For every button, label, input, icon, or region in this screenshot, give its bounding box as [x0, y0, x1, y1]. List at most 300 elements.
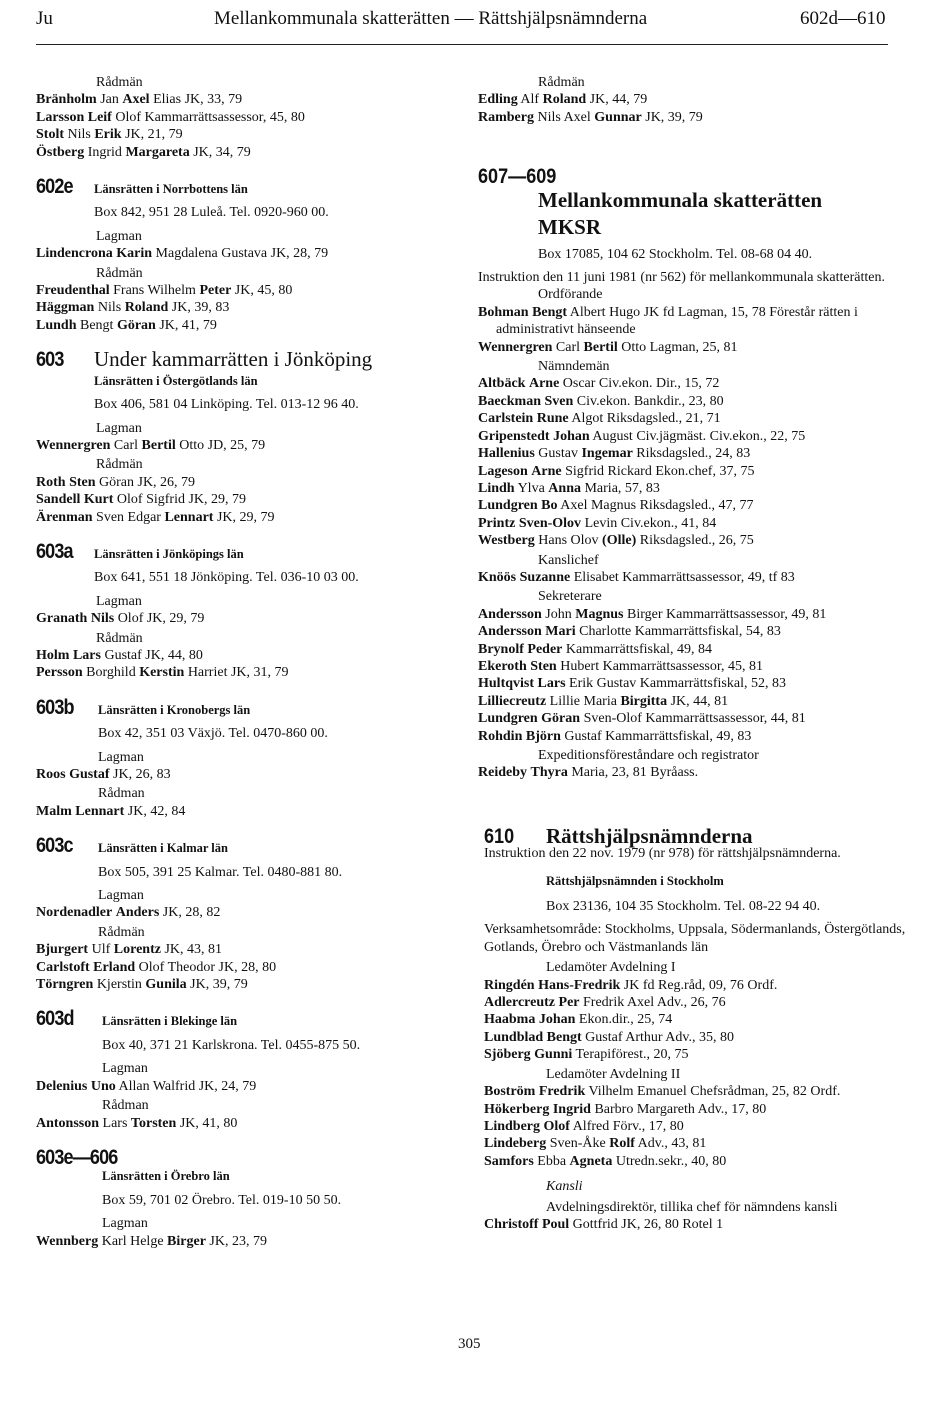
entry-text: Maria, 23, 81 Byråass. [567, 765, 699, 781]
entry-name-bold: Holm [36, 647, 70, 663]
entry-name-bold: Hultqvist [478, 676, 535, 692]
entry-name-bold: Erik [94, 127, 122, 143]
court-name: Länsrätten i Örebro län [102, 1169, 230, 1184]
role-label: Rådman [98, 786, 145, 802]
entry-name-bold: Delenius [36, 1078, 88, 1094]
entry-name-bold: (Olle) [602, 533, 637, 549]
address: Box 42, 351 03 Växjö. Tel. 0470-860 00. [98, 726, 328, 742]
entry-name-bold: Arne [528, 376, 560, 392]
entry-name-bold: Hans-Fredrik [538, 977, 621, 993]
person-entry [484, 1101, 914, 1118]
person-entry [36, 664, 448, 681]
entry-name-bold: Lundgren [478, 498, 538, 514]
entry-name-bold: Rune [536, 411, 569, 427]
section-603d [36, 1007, 448, 1131]
section-603c [36, 834, 448, 993]
person-entry [36, 959, 448, 976]
entry-text: Ingrid [84, 144, 126, 160]
entry-name-bold: Lennart [75, 803, 125, 819]
entry-text: Adv., 43, 81 [634, 1136, 707, 1152]
entry-text: Oscar Civ.ekon. Dir., 15, 72 [559, 376, 720, 392]
entry-name-bold: Brynolf [478, 641, 524, 657]
entry-text: Lillie Maria [546, 693, 621, 709]
person-entry [484, 1011, 914, 1028]
person-entry [478, 641, 914, 658]
entry-text: Levin Civ.ekon., 41, 84 [581, 515, 717, 531]
person-entry [478, 728, 914, 745]
person-entry [484, 1083, 914, 1100]
role-label: Ledamöter Avdelning II [546, 1066, 681, 1082]
role-label: Lagman [102, 1216, 148, 1232]
section-title: Rättshjälpsnämnderna [546, 823, 753, 848]
entry-text: Axel Magnus Riksdagsled., 47, 77 [557, 498, 754, 514]
header-title: Mellankommunala skatterätten — Rättshjälpsnämnderna [214, 8, 648, 29]
section-603b [36, 695, 448, 820]
court-name: Länsrätten i Kalmar län [98, 841, 228, 856]
person-entry [36, 941, 448, 958]
address: Box 842, 951 28 Luleå. Tel. 0920-960 00. [94, 205, 329, 221]
role-label: Lagman [102, 1061, 148, 1077]
jurisdiction: Verksamhetsområde: Stockholms, Uppsala, Södermanlands, Östergötlands, Gotlands, Örebro och Västmanlands län [484, 922, 906, 955]
entry-text: Alfred Förv., 17, 80 [569, 1118, 684, 1134]
entry-name-bold: Ärenman [36, 509, 93, 525]
entry-name-bold: Bengt [546, 1029, 582, 1045]
entry-name-bold: Anna [548, 480, 581, 496]
entry-text: Algot Riksdagsled., 21, 71 [568, 411, 721, 427]
person-entry [484, 1046, 914, 1063]
person-entry [36, 610, 448, 627]
entry-name-bold: Haabma [484, 1012, 536, 1028]
entry-name-bold: Bo [541, 498, 558, 514]
role-label: Rådman [102, 1098, 149, 1114]
person-entry [478, 675, 914, 692]
entry-text: JK, 39, 79 [186, 977, 248, 993]
section-number: 610 [484, 824, 515, 848]
entry-name-bold: Lilliecreutz [478, 693, 547, 709]
entry-name-bold: Edling [478, 92, 518, 108]
person-entry [484, 1216, 914, 1233]
entry-name-bold: Karin [116, 246, 153, 262]
entry-text: Nils [64, 127, 95, 143]
entry-text: Harriet JK, 31, 79 [184, 665, 289, 681]
entry-text: Sigfrid Rickard Ekon.chef, 37, 75 [561, 463, 755, 479]
person-entry [478, 532, 914, 549]
section-603 [36, 347, 448, 526]
person-entry [36, 437, 448, 454]
entry-name-bold: Lars [537, 676, 566, 692]
entry-name-bold: Bengt [532, 304, 568, 320]
section-603a [36, 539, 448, 682]
entry-text: Gustaf Arthur Adv., 35, 80 [581, 1029, 734, 1045]
role-label: Kanslichef [538, 552, 599, 568]
entry-name-bold: Kerstin [139, 665, 185, 681]
entry-name-bold: Wennergren [478, 339, 553, 355]
entry-text: JK, 42, 84 [124, 803, 186, 819]
entry-list [36, 282, 448, 334]
entry-list [478, 91, 914, 126]
role-label: Lagman [98, 749, 144, 765]
entry-text: JK, 43, 81 [160, 942, 223, 958]
header-rule [36, 44, 888, 45]
entry-text: Borghild [82, 665, 140, 681]
entry-name-bold: Olof [543, 1118, 570, 1134]
role-label: Ledamöter Avdelning I [546, 960, 676, 976]
role-label: Avdelningsdirektör, tillika chef för nämndens kansli [546, 1199, 838, 1215]
person-entry [36, 109, 448, 126]
person-entry [478, 109, 914, 126]
person-entry [478, 606, 914, 623]
entry-text: Ylva [514, 480, 549, 496]
court-name: Länsrätten i Jönköpings län [94, 546, 244, 561]
court-name: Länsrätten i Kronobergs län [98, 702, 251, 717]
entry-text: Elisabet Kammarrättsassessor, 49, tf 83 [570, 569, 795, 585]
entry-name-bold: Torsten [130, 1115, 177, 1131]
role-label: Rådmän [96, 75, 143, 90]
person-entry [478, 393, 914, 410]
section-number: 603c [36, 834, 73, 858]
entry-name-bold: Lindeberg [484, 1136, 547, 1152]
entry-text: Nils Axel [534, 109, 595, 125]
entry-text: JK, 34, 79 [189, 144, 251, 160]
entry-name-bold: Peder [527, 641, 563, 657]
right-column [478, 74, 914, 1233]
entry-name-bold: Mari [545, 624, 576, 640]
person-entry [478, 339, 914, 356]
entry-list [36, 1078, 448, 1095]
person-entry [36, 317, 448, 334]
entry-list [484, 977, 914, 1064]
entry-name-bold: Sten [69, 474, 96, 490]
entry-name-bold: Roth [36, 474, 66, 490]
entry-name-bold: Andersson [478, 606, 542, 622]
entry-name-bold: Larsson [36, 109, 85, 125]
entry-text: Olof Sigfrid JK, 29, 79 [113, 492, 247, 508]
instruction: Instruktion den 22 nov. 1979 (nr 978) för rättshjälpsnämnderna. [484, 846, 841, 862]
entry-name-bold: Adlercreutz [484, 995, 556, 1011]
person-entry [36, 1115, 448, 1132]
court-name: Länsrätten i Östergötlands län [94, 373, 258, 388]
entry-list [36, 766, 448, 783]
person-entry [36, 647, 448, 664]
entry-name-bold: Margareta [125, 144, 190, 160]
entry-name-bold: Baeckman [478, 393, 541, 409]
person-entry [36, 1233, 448, 1250]
entry-name-bold: Östberg [36, 144, 85, 160]
entry-text: Sven Edgar [92, 509, 165, 525]
entry-text: Otto Lagman, 25, 81 [617, 339, 738, 355]
entry-name-bold: Stolt [36, 127, 64, 143]
entry-name-bold: Gripenstedt [478, 428, 550, 444]
entry-text: JK, 39, 83 [168, 300, 230, 316]
person-entry [36, 904, 448, 921]
entry-name-bold: Hökerberg [484, 1101, 550, 1117]
entry-name-bold: Kurt [83, 492, 114, 508]
sub-heading: Rättshjälpsnämnden i Stockholm [546, 873, 724, 888]
entry-text: Gustaf Kammarrättsfiskal, 49, 83 [560, 728, 752, 744]
entry-name-bold: Lindencrona [36, 246, 113, 262]
entry-text: Karl Helge [98, 1233, 168, 1249]
entry-name-bold: Nils [90, 611, 115, 627]
person-entry [484, 1153, 914, 1170]
entry-text: Hans Olov [534, 533, 603, 549]
entry-name-bold: Lundh [36, 317, 77, 333]
entry-name-bold: Ekeroth [478, 658, 527, 674]
entry-list [478, 764, 914, 781]
entry-name-bold: Knöös [478, 569, 517, 585]
entry-name-bold: Magnus [575, 606, 624, 622]
entry-name-bold: Roland [542, 92, 587, 108]
person-entry [36, 144, 448, 161]
entry-name-bold: Hallenius [478, 446, 535, 462]
entry-name-bold: Leif [87, 109, 112, 125]
entry-text: Charlotte Kammarrättsfiskal, 54, 83 [575, 624, 781, 640]
entry-name-bold: Anders [115, 905, 160, 921]
address: Box 17085, 104 62 Stockholm. Tel. 08-68 04 40. [538, 246, 813, 262]
role-label: Rådmän [96, 630, 143, 646]
person-entry [36, 491, 448, 508]
entry-name-bold: Thyra [530, 765, 568, 781]
entry-text: JK, 41, 80 [176, 1115, 238, 1131]
entry-name-bold: Wennergren [36, 437, 111, 453]
entry-list [484, 1216, 914, 1233]
role-label: Sekreterare [538, 589, 602, 605]
role-label: Lagman [96, 228, 142, 244]
entry-name-bold: Lennart [164, 509, 214, 525]
section-number: 607—609 [478, 165, 557, 189]
person-entry [36, 803, 448, 820]
header-right: 602d—610 [800, 8, 886, 29]
entry-text: Ulf [88, 942, 114, 958]
entry-list [36, 91, 448, 161]
entry-text: Birger Kammarrättsassessor, 49, 81 [623, 606, 827, 622]
person-entry [478, 569, 914, 586]
entry-name-bold: Gunila [145, 977, 187, 993]
entry-text: Civ.ekon. Bankdir., 23, 80 [573, 393, 724, 409]
entry-name-bold: Granath [36, 611, 88, 627]
entry-text: Olof JK, 29, 79 [114, 611, 205, 627]
address: Box 406, 581 04 Linköping. Tel. 013-12 96 40. [94, 397, 359, 413]
entry-list [36, 941, 448, 993]
entry-text: JK, 23, 79 [205, 1233, 267, 1249]
person-entry [484, 994, 914, 1011]
entry-text: JK fd Reg.råd, 09, 76 Ordf. [620, 977, 778, 993]
entry-name-bold: Carlstoft [36, 959, 90, 975]
address: Box 40, 371 21 Karlskrona. Tel. 0455-875 50. [102, 1037, 361, 1053]
role-label: Lagman [96, 420, 142, 436]
entry-text: JK, 41, 79 [155, 317, 217, 333]
entry-name-bold: Uno [90, 1078, 116, 1094]
entry-name-bold: Boström [484, 1084, 536, 1100]
entry-list [36, 1233, 448, 1250]
section-number: 602e [36, 175, 73, 199]
entry-name-bold: Lorentz [113, 942, 161, 958]
entry-name-bold: Björn [525, 728, 561, 744]
entry-name-bold: Johan [538, 1012, 576, 1028]
section-number: 603e—606 [36, 1145, 118, 1169]
section-607-609 [478, 165, 914, 782]
entry-name-bold: Per [558, 995, 580, 1011]
entry-text: Ekon.dir., 25, 74 [575, 1012, 673, 1028]
entry-name-bold: Samfors [484, 1153, 534, 1169]
entry-text: Lars [99, 1115, 131, 1131]
entry-name-bold: Andersson [478, 624, 542, 640]
entry-text: JK, 44, 79 [586, 92, 648, 108]
entry-text: Barbro Margareth Adv., 17, 80 [590, 1101, 767, 1117]
entry-text: Elias JK, 33, 79 [149, 92, 243, 108]
entry-name-bold: Ingrid [552, 1101, 591, 1117]
entry-text: Kammarrättsfiskal, 49, 84 [562, 641, 713, 657]
entry-name-bold: Westberg [478, 533, 535, 549]
entry-text: Utredn.sekr., 40, 80 [612, 1153, 727, 1169]
role-label: Lagman [98, 888, 144, 904]
person-entry [478, 375, 914, 392]
role-label: Expeditionsföreståndare och registrator [538, 748, 759, 763]
address: Box 59, 701 02 Örebro. Tel. 019-10 50 50. [102, 1192, 342, 1208]
entry-text: JK, 29, 79 [213, 509, 275, 525]
entry-text: JK, 45, 80 [231, 283, 293, 299]
entry-name-bold: Bränholm [36, 92, 97, 108]
entry-name-bold: Lars [72, 647, 101, 663]
section-603e-606 [36, 1145, 448, 1250]
entry-text: Gustav [534, 446, 582, 462]
court-name: Länsrätten i Blekinge län [102, 1014, 238, 1029]
role-label: Rådmän [538, 75, 585, 90]
entry-name-bold: Sven [544, 393, 574, 409]
entry-text: Olof Theodor JK, 28, 80 [135, 959, 277, 975]
entry-text: Riksdagsled., 26, 75 [636, 533, 754, 549]
entry-list [36, 610, 448, 627]
entry-text: Erik Gustav Kammarrättsfiskal, 52, 83 [565, 676, 786, 692]
entry-list [36, 647, 448, 682]
section-title: Mellankommunala skatterätten [538, 187, 823, 212]
section-number: 603d [36, 1007, 74, 1031]
entry-text: Allan Walfrid JK, 24, 79 [115, 1078, 257, 1094]
entry-name-bold: Göran [116, 317, 156, 333]
entry-name-bold: Arne [531, 463, 562, 479]
entry-name-bold: Christoff [484, 1216, 539, 1232]
entry-text: August Civ.jägmäst. Civ.ekon., 22, 75 [589, 428, 806, 444]
person-entry [36, 509, 448, 526]
role-label: Nämndemän [538, 359, 610, 375]
entry-text: Maria, 57, 83 [580, 480, 660, 496]
entry-name-bold: Ramberg [478, 109, 534, 125]
instruction: Instruktion den 11 juni 1981 (nr 562) för mellankommunala skatterätten. [478, 270, 885, 286]
person-entry [36, 245, 448, 262]
entry-list [36, 904, 448, 921]
entry-name-bold: Häggman [36, 300, 95, 316]
section-610 [478, 823, 914, 1234]
entry-list [36, 474, 448, 526]
entry-name-bold: Altbäck [478, 376, 526, 392]
entry-name-bold: Poul [541, 1216, 570, 1232]
entry-name-bold: Lindh [478, 480, 515, 496]
entry-name-bold: Nordenadler [36, 905, 113, 921]
section-number: 603a [36, 539, 73, 563]
entry-list [478, 606, 914, 745]
person-entry [484, 1118, 914, 1135]
person-entry [478, 410, 914, 427]
person-entry [484, 977, 914, 994]
entry-text: Nils [94, 300, 125, 316]
address: Box 641, 551 18 Jönköping. Tel. 036-10 03 00. [94, 570, 359, 586]
entry-text: JK, 21, 79 [121, 127, 183, 143]
entry-name-bold: Agneta [569, 1153, 613, 1169]
entry-text: Frans Wilhelm [109, 283, 200, 299]
section-number: 603 [36, 348, 64, 372]
entry-name-bold: Bertil [583, 339, 618, 355]
entry-name-bold: Erland [93, 959, 136, 975]
entry-name-bold: Lageson [478, 463, 528, 479]
kansli-heading: Kansli [546, 1179, 583, 1195]
entry-name-bold: Ringdén [484, 977, 535, 993]
person-entry [478, 445, 914, 462]
entry-list [36, 437, 448, 454]
entry-name-bold: Birger [167, 1233, 206, 1249]
entry-text: Jan [96, 92, 123, 108]
entry-name-bold: Suzanne [519, 569, 571, 585]
entry-text: Albert Hugo JK fd Lagman, 15, 78 Förestår rätten i administrativt hänseende [496, 304, 858, 338]
section-subtitle: MKSR [538, 214, 601, 239]
entry-name-bold: Bertil [141, 437, 176, 453]
entry-text: Sven-Olof Kammarrättsassessor, 44, 81 [580, 711, 806, 727]
entry-text: Bengt [76, 317, 117, 333]
address: Box 23136, 104 35 Stockholm. Tel. 08-22 94 40. [546, 899, 821, 915]
entry-text: Carl [110, 437, 142, 453]
entry-text: Gustaf JK, 44, 80 [100, 647, 203, 663]
person-entry [478, 515, 914, 532]
person-entry [478, 710, 914, 727]
entry-name-bold: Ingemar [581, 446, 633, 462]
entry-name-bold: Fredrik [538, 1084, 586, 1100]
entry-text: Terapiförest., 20, 75 [572, 1047, 689, 1063]
entry-name-bold: Peter [199, 283, 232, 299]
page-number: 305 [458, 1336, 481, 1352]
entry-name-bold: Antonsson [36, 1115, 100, 1131]
person-entry [478, 623, 914, 640]
person-entry [36, 91, 448, 108]
entry-list [36, 803, 448, 820]
entry-name-bold: Rolf [609, 1136, 635, 1152]
entry-name-bold: Printz [478, 515, 516, 531]
header-left: Ju [36, 8, 53, 29]
entry-name-bold: Malm [36, 803, 72, 819]
entry-list [484, 1083, 914, 1170]
entry-name-bold: Sven-Olov [518, 515, 582, 531]
entry-name-bold: Sten [530, 658, 557, 674]
entry-name-bold: Törngren [36, 977, 94, 993]
person-entry [478, 764, 914, 781]
role-label: Rådmän [96, 457, 143, 473]
person-entry [478, 463, 914, 480]
entry-text: Hubert Kammarrättsassessor, 45, 81 [556, 658, 763, 674]
entry-text: Alf [517, 92, 543, 108]
entry-name-bold: Lundgren [478, 711, 538, 727]
left-column [36, 74, 448, 1250]
entry-name-bold: Carlstein [478, 411, 534, 427]
entry-name-bold: Bohman [478, 304, 529, 320]
role-label: Rådmän [96, 265, 143, 281]
person-entry [478, 693, 914, 710]
entry-text: Otto JD, 25, 79 [175, 437, 266, 453]
role-label: Ordförande [538, 287, 603, 303]
entry-list [36, 245, 448, 262]
entry-name-bold: Bjurgert [36, 942, 89, 958]
entry-text: Ebba [533, 1153, 570, 1169]
entry-name-bold: Lundblad [484, 1029, 544, 1045]
entry-list [478, 375, 914, 549]
entry-name-bold: Freudenthal [36, 283, 110, 299]
person-entry [36, 126, 448, 143]
